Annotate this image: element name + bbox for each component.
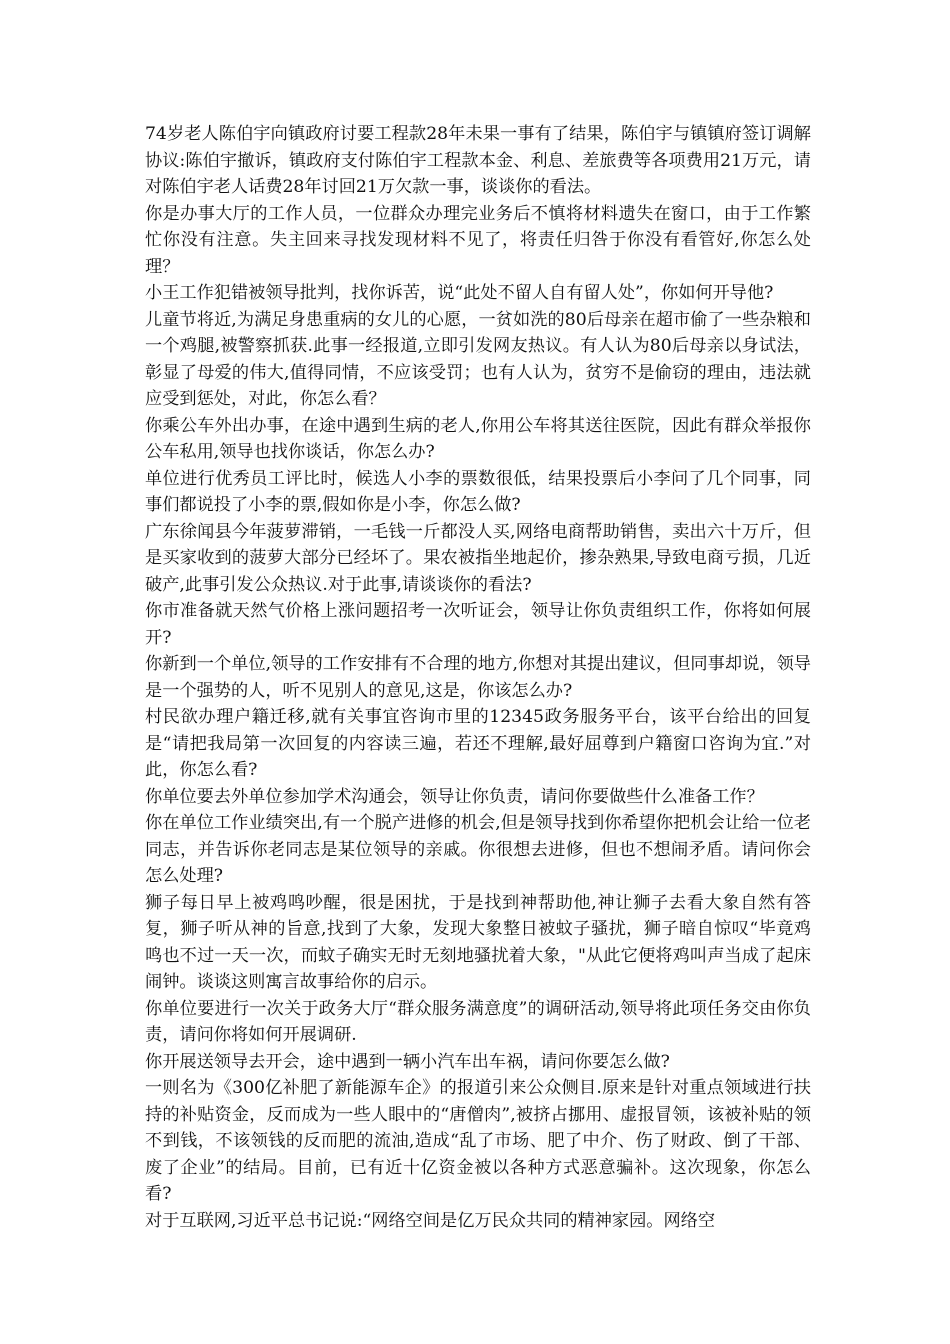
- question-paragraph: 74岁老人陈伯宇向镇政府讨要工程款28年未果一事有了结果，陈伯宇与镇镇府签订调解协议:陈伯宇撤诉，镇政府支付陈伯宇工程款本金、利息、差旅费等各项费用21万元，请对陈伯宇老人话费28年讨回21万欠款一事，谈谈你的看法。: [145, 124, 811, 197]
- question-paragraph: 单位进行优秀员工评比时，候选人小李的票数很低，结果投票后小李问了几个同事，同事们都说投了小李的票,假如你是小李，你怎么做?: [145, 468, 811, 515]
- question-paragraph: 你市准备就天然气价格上涨问题招考一次听证会，领导让你负责组织工作，你将如何展开?: [145, 601, 811, 648]
- question-paragraph: 你开展送领导去开会，途中遇到一辆小汽车出车祸，请问你要怎么做?: [145, 1051, 670, 1072]
- question-paragraph: 你单位要去外单位参加学术沟通会，领导让你负责，请问你要做些什么准备工作？: [145, 786, 764, 807]
- question-paragraph: 你单位要进行一次关于政务大厅“群众服务满意度”的调研活动,领导将此项任务交由你负责，请问你将如何开展调研.: [145, 998, 811, 1045]
- question-paragraph: 儿童节将近,为满足身患重病的女儿的心愿，一贫如洗的80后母亲在超市偷了一些杂粮和一个鸡腿,被警察抓获.此事一经报道,立即引发网友热议。有人认为80后母亲以身试法，彰显了母爱的伟大,值得同情，不应该受罚；也有人认为，贫穷不是偷窃的理由，违法就应受到惩处，对此，你怎么看？: [145, 309, 811, 409]
- question-paragraph: 狮子每日早上被鸡鸣吵醒，很是困扰，于是找到神帮助他,神让狮子去看大象自然有答复，狮子听从神的旨意,找到了大象，发现大象整日被蚊子骚扰，狮子暗自惊叹“毕竟鸡鸣也不过一天一次，而蚊子确实无时无刻地骚扰着大象，"从此它便将鸡叫声当成了起床闹钟。谈谈这则寓言故事给你的启示。: [145, 892, 811, 992]
- question-paragraph: 你乘公车外出办事，在途中遇到生病的老人,你用公车将其送往医院，因此有群众举报你公车私用,领导也找你谈话，你怎么办?: [145, 415, 811, 462]
- question-paragraph: 一则名为《300亿补肥了新能源车企》的报道引来公众侧目.原来是针对重点领域进行扶持的补贴资金，反而成为一些人眼中的“唐僧肉”,被挤占挪用、虚报冒领，该被补贴的领不到钱，不该领钱的反而肥的流油,造成“乱了市场、肥了中介、伤了财政、倒了干部、废了企业”的结局。目前，已有近十亿资金被以各种方式恶意骗补。这次现象，你怎么看?: [145, 1078, 811, 1204]
- question-paragraph: 你是办事大厅的工作人员，一位群众办理完业务后不慎将材料遗失在窗口，由于工作繁忙你没有注意。失主回来寻找发现材料不见了，将责任归咎于你没有看管好,你怎么处理？: [145, 203, 811, 277]
- question-paragraph: 广东徐闻县今年菠萝滞销，一毛钱一斤都没人买,网络电商帮助销售，卖出六十万斤，但是买家收到的菠萝大部分已经坏了。果农被指坐地起价，掺杂熟果,导致电商亏损，几近破产,此事引发公众热议.对于此事,请谈谈你的看法?: [145, 521, 811, 595]
- question-paragraph: 你在单位工作业绩突出,有一个脱产进修的机会,但是领导找到你希望你把机会让给一位老同志，并告诉你老同志是某位领导的亲戚。你很想去进修，但也不想闹矛盾。请问你会怎么处理?: [145, 813, 811, 886]
- question-paragraph: 小王工作犯错被领导批判，找你诉苦，说“此处不留人自有留人处”，你如何开导他?: [145, 283, 774, 303]
- question-paragraph: 对于互联网,习近平总书记说:“网络空间是亿万民众共同的精神家园。网络空: [145, 1210, 716, 1231]
- document-page: [145, 121, 811, 1234]
- question-paragraph: 村民欲办理户籍迁移,就有关事宜咨询市里的12345政务服务平台，该平台给出的回复是“请把我局第一次回复的内容读三遍，若还不理解,最好屈尊到户籍窗口咨询为宜.”对此，你怎么看?: [145, 707, 811, 780]
- question-paragraph: 你新到一个单位,领导的工作安排有不合理的地方,你想对其提出建议，但同事却说，领导是一个强势的人，听不见别人的意见,这是，你该怎么办?: [145, 654, 811, 701]
